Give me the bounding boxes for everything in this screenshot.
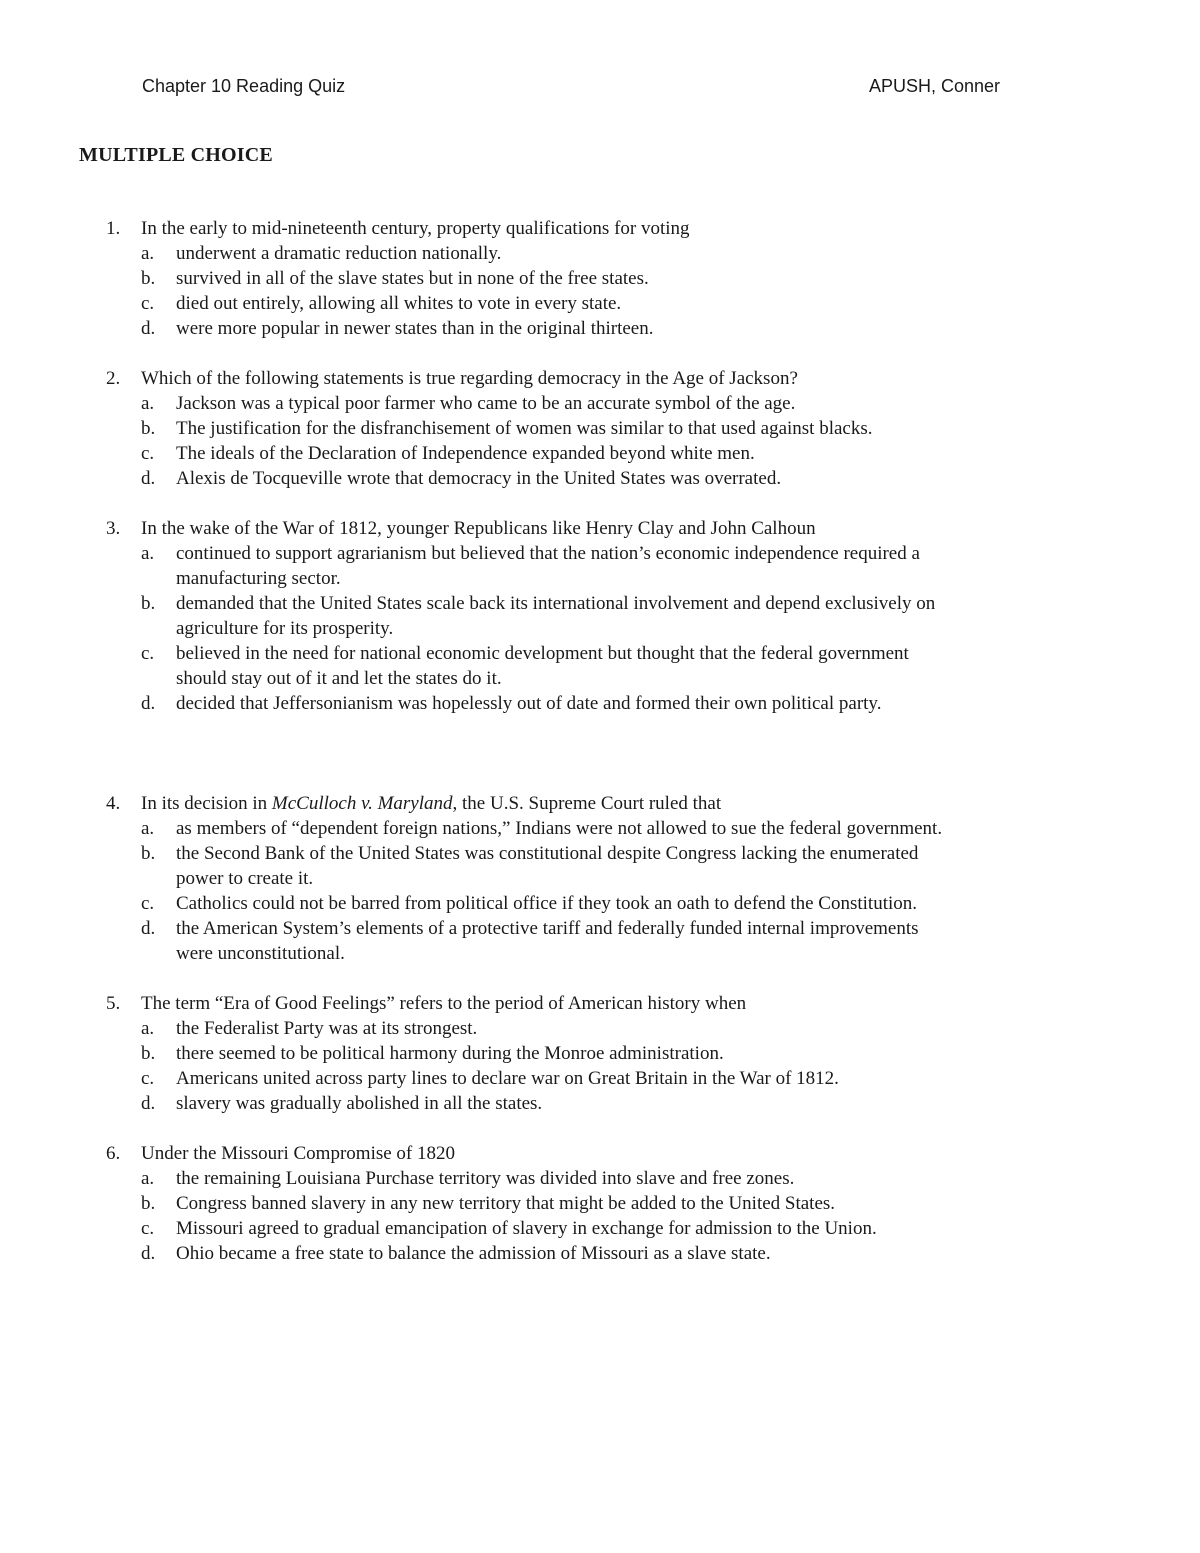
option-c — [0, 1066, 1200, 1091]
option-text: the Federalist Party was at its strongest. — [176, 1018, 478, 1039]
question-text: Under the Missouri Compromise of 1820 — [141, 1143, 456, 1164]
option-letter: d. — [141, 1093, 156, 1114]
option-d — [0, 466, 1200, 491]
option-text: demanded that the United States scale back its international involvement and depend exclusively on agriculture for its prosperity. — [176, 593, 936, 639]
option-text: Americans united across party lines to declare war on Great Britain in the War of 1812. — [176, 1068, 839, 1089]
option-a — [0, 1166, 1200, 1191]
option-letter: a. — [141, 1168, 155, 1189]
option-d — [0, 316, 1200, 341]
option-text: Ohio became a free state to balance the admission of Missouri as a slave state. — [176, 1243, 771, 1264]
question-text: In the wake of the War of 1812, younger Republicans like Henry Clay and John Calhoun — [141, 518, 816, 539]
option-text: the remaining Louisiana Purchase territory was divided into slave and free zones. — [176, 1168, 795, 1189]
question-text: The term “Era of Good Feelings” refers to the period of American history when — [141, 993, 747, 1014]
option-a — [0, 391, 1200, 416]
option-text: underwent a dramatic reduction nationally. — [176, 243, 502, 264]
question-number: 6. — [106, 1143, 121, 1164]
option-letter: d. — [141, 468, 156, 489]
option-text: survived in all of the slave states but in none of the free states. — [176, 268, 649, 289]
option-b — [0, 1191, 1200, 1216]
option-text: died out entirely, allowing all whites to vote in every state. — [176, 293, 622, 314]
option-c — [0, 891, 1200, 916]
option-d — [0, 691, 1200, 716]
option-letter: c. — [141, 293, 155, 314]
option-b — [0, 266, 1200, 291]
question-text: Which of the following statements is true regarding democracy in the Age of Jackson? — [141, 368, 798, 389]
option-text: Jackson was a typical poor farmer who came to be an accurate symbol of the age. — [176, 393, 796, 414]
header-title: Chapter 10 Reading Quiz — [142, 76, 346, 96]
question-number: 2. — [106, 368, 121, 389]
option-letter: c. — [141, 443, 155, 464]
option-a — [0, 1016, 1200, 1041]
option-letter: d. — [141, 318, 156, 339]
option-letter: d. — [141, 1243, 156, 1264]
option-text: Missouri agreed to gradual emancipation of slavery in exchange for admission to the Union. — [176, 1218, 877, 1239]
option-letter: d. — [141, 693, 156, 714]
option-c — [0, 291, 1200, 316]
option-text: were more popular in newer states than in the original thirteen. — [176, 318, 654, 339]
option-d — [0, 1241, 1200, 1266]
option-text: The ideals of the Declaration of Independence expanded beyond white men. — [176, 443, 755, 464]
question-5 — [0, 991, 1200, 1116]
option-text: decided that Jeffersonianism was hopelessly out of date and formed their own political party. — [176, 693, 882, 714]
header-course: APUSH, Conner — [868, 76, 1000, 96]
option-text: there seemed to be political harmony during the Monroe administration. — [176, 1043, 724, 1064]
option-a — [0, 816, 1200, 841]
option-letter: d. — [141, 918, 156, 939]
option-letter: a. — [141, 1018, 155, 1039]
question-text: In the early to mid-nineteenth century, property qualifications for voting — [141, 218, 690, 239]
question-text-before: In its decision in — [141, 793, 272, 814]
option-letter: a. — [141, 818, 155, 839]
option-b — [0, 591, 1200, 641]
option-text: slavery was gradually abolished in all the states. — [176, 1093, 543, 1114]
option-b — [0, 841, 1200, 891]
option-text: the American System’s elements of a protective tariff and federally funded internal improvements were unconstitutional. — [176, 918, 919, 964]
option-letter: b. — [141, 593, 156, 614]
option-a — [0, 541, 1200, 591]
option-letter: b. — [141, 1043, 156, 1064]
option-text: continued to support agrarianism but believed that the nation’s economic independence required a manufacturing sector. — [176, 543, 920, 589]
option-letter: b. — [141, 418, 156, 439]
option-text: Alexis de Tocqueville wrote that democracy in the United States was overrated. — [176, 468, 782, 489]
option-text: The justification for the disfranchisement of women was similar to that used against blacks. — [176, 418, 873, 439]
question-1 — [0, 216, 1200, 341]
option-c — [0, 641, 1200, 691]
question-4 — [0, 791, 1200, 966]
question-number: 3. — [106, 518, 121, 539]
question-text-after: , the U.S. Supreme Court ruled that — [452, 793, 722, 814]
option-text: believed in the need for national economic development but thought that the federal government should stay out of it and let the states do it. — [176, 643, 909, 689]
option-a — [0, 241, 1200, 266]
option-letter: a. — [141, 243, 155, 264]
question-number: 4. — [106, 793, 121, 814]
option-letter: c. — [141, 1068, 155, 1089]
option-letter: c. — [141, 893, 155, 914]
option-d — [0, 916, 1200, 966]
option-c — [0, 1216, 1200, 1241]
option-b — [0, 416, 1200, 441]
question-6 — [0, 1141, 1200, 1266]
option-b — [0, 1041, 1200, 1066]
option-letter: b. — [141, 1193, 156, 1214]
option-letter: c. — [141, 1218, 155, 1239]
option-d — [0, 1091, 1200, 1116]
question-text — [141, 791, 941, 816]
question-2 — [0, 366, 1200, 491]
option-text: the Second Bank of the United States was constitutional despite Congress lacking the enumerated power to create it. — [176, 843, 919, 889]
page-header — [142, 72, 1000, 102]
question-3 — [0, 516, 1200, 716]
option-letter: a. — [141, 393, 155, 414]
option-letter: b. — [141, 268, 156, 289]
section-title: MULTIPLE CHOICE — [79, 144, 273, 166]
question-list — [0, 216, 1200, 1291]
option-text: as members of “dependent foreign nations,” Indians were not allowed to sue the federal government. — [176, 818, 943, 839]
option-text: Catholics could not be barred from political office if they took an oath to defend the Constitution. — [176, 893, 917, 914]
question-number: 5. — [106, 993, 121, 1014]
option-text: Congress banned slavery in any new territory that might be added to the United States. — [176, 1193, 836, 1214]
option-letter: c. — [141, 643, 155, 664]
option-letter: a. — [141, 543, 155, 564]
case-name: McCulloch v. Maryland — [271, 793, 453, 814]
option-letter: b. — [141, 843, 156, 864]
question-number: 1. — [106, 218, 121, 239]
option-c — [0, 441, 1200, 466]
